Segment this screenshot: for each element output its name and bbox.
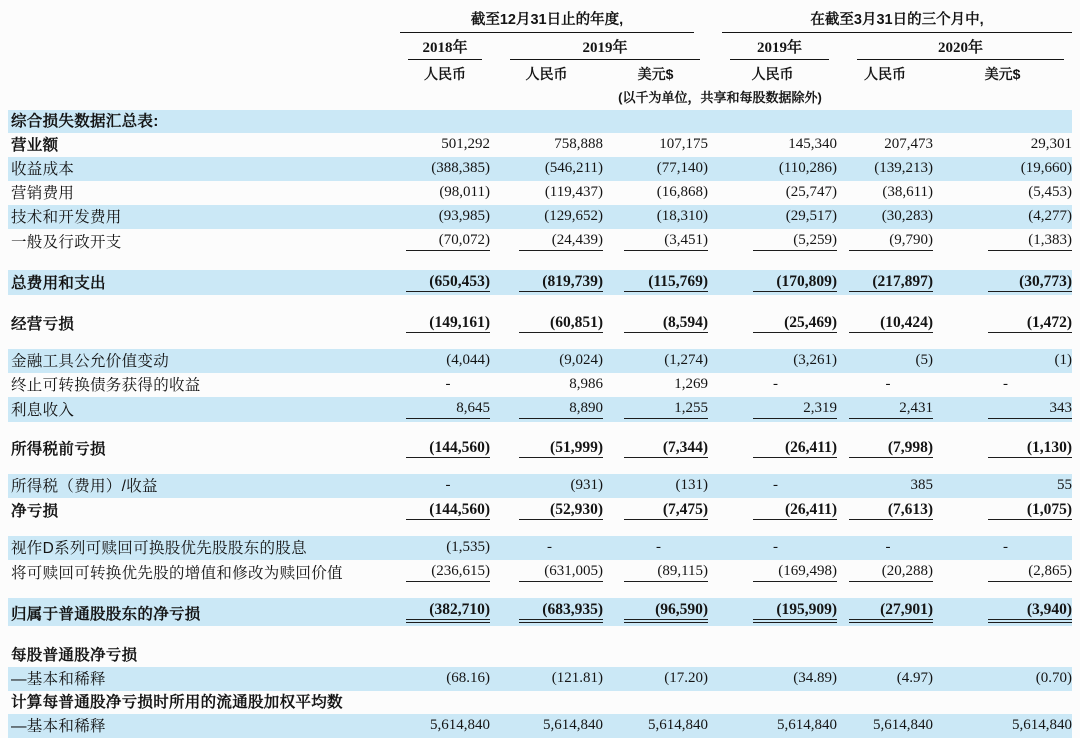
value-cell: (52,930) — [490, 498, 603, 523]
value-cell: (7,475) — [603, 498, 708, 523]
value-cell — [490, 691, 603, 714]
header-spacer — [8, 60, 400, 86]
row-label: 收益成本 — [11, 161, 75, 178]
value-cell: (19,660) — [1020, 160, 1073, 176]
section-header-row — [8, 110, 1072, 133]
value-cell: 5,614,840 — [777, 717, 838, 733]
group-title-row — [8, 6, 1072, 33]
value-cell: - — [1003, 539, 1009, 555]
row-label: —基本和稀释 — [11, 718, 106, 735]
year-2018: 2018年 — [400, 33, 490, 60]
year-row — [8, 33, 1072, 60]
value-cell: (819,739) — [490, 270, 603, 295]
value-cell: 55 — [1057, 477, 1073, 493]
table-row — [8, 133, 1072, 157]
value-cell: (1,130) — [933, 436, 1072, 461]
table-row — [8, 373, 1072, 397]
value-cell: (170,809) — [708, 270, 837, 295]
row-label: —基本和稀释 — [11, 671, 106, 688]
header-spacer — [8, 33, 400, 60]
value-cell: (631,005) — [490, 560, 603, 585]
value-cell: (3,261) — [793, 352, 838, 368]
value-cell: (1,075) — [933, 498, 1072, 523]
value-cell: (121.81) — [551, 670, 603, 686]
value-cell: (115,769) — [603, 270, 708, 295]
header-spacer — [8, 6, 400, 33]
value-cell: (30,773) — [933, 270, 1072, 295]
group-annual-title: 截至12月31日止的年度, — [400, 8, 694, 33]
value-cell: - — [885, 539, 891, 555]
value-cell: (25,469) — [708, 311, 837, 336]
row-label: 每股普通股净亏损 — [11, 647, 138, 664]
value-cell: (38,611) — [882, 184, 934, 200]
value-cell: (546,211) — [544, 160, 603, 176]
table-row — [8, 311, 1072, 336]
value-cell: 5,614,840 — [1012, 717, 1073, 733]
value-cell: (0.70) — [1035, 670, 1073, 686]
value-cell: (144,560) — [400, 436, 490, 461]
value-cell: (1,274) — [664, 352, 709, 368]
value-cell: (4,044) — [446, 352, 490, 368]
year-2020: 2020年 — [837, 33, 1072, 60]
value-cell: (5) — [915, 352, 934, 368]
value-cell: (7,613) — [837, 498, 933, 523]
value-cell: 1,255 — [603, 397, 708, 422]
value-cell: (24,439) — [490, 229, 603, 254]
value-cell: - — [445, 477, 451, 493]
value-cell: 385 — [910, 477, 934, 493]
value-cell — [708, 644, 837, 667]
value-cell — [837, 691, 933, 714]
group-annual — [400, 6, 708, 33]
value-cell — [933, 691, 1072, 714]
table-row — [8, 560, 1072, 585]
value-cell — [603, 110, 708, 133]
value-cell: - — [773, 376, 779, 392]
value-cell: (26,411) — [708, 436, 837, 461]
value-cell — [490, 644, 603, 667]
value-cell: (110,286) — [778, 160, 838, 176]
row-label: 计算每普通股净亏损时所用的流通股加权平均数 — [11, 694, 343, 711]
value-cell: - — [1003, 376, 1009, 392]
section-header-row — [8, 691, 1072, 714]
value-cell: 5,614,840 — [543, 717, 603, 733]
value-cell: (149,161) — [400, 311, 490, 336]
value-cell: (1) — [1054, 352, 1073, 368]
value-cell: (70,072) — [400, 229, 490, 254]
row-label: 所得税前亏损 — [11, 441, 106, 458]
value-cell: (217,897) — [837, 270, 933, 295]
value-cell: (20,288) — [837, 560, 933, 585]
value-cell: (17.20) — [664, 670, 709, 686]
value-cell: (388,385) — [431, 160, 490, 176]
row-label: 技术和开发费用 — [11, 209, 122, 226]
value-cell: (9,790) — [837, 229, 933, 254]
value-cell — [490, 110, 603, 133]
value-cell: (68.16) — [446, 670, 490, 686]
value-cell: (98,011) — [439, 184, 490, 200]
value-cell: 758,888 — [554, 136, 603, 152]
spacer-row — [8, 336, 1072, 349]
row-label: 所得税（费用）/收益 — [11, 478, 158, 495]
value-cell: 145,340 — [788, 136, 838, 152]
value-cell — [933, 110, 1072, 133]
value-cell — [708, 691, 837, 714]
value-cell: - — [885, 376, 891, 392]
value-cell: (131) — [675, 477, 709, 493]
spacer-row — [8, 626, 1072, 644]
value-cell: 29,301 — [1030, 136, 1073, 152]
currency-label: 人民币 — [864, 66, 907, 82]
value-cell: (931) — [570, 477, 603, 493]
value-cell: (129,652) — [544, 208, 603, 224]
value-cell: (60,851) — [490, 311, 603, 336]
group-quarter — [708, 6, 1072, 33]
table-row — [8, 714, 1072, 738]
value-cell: (3,451) — [603, 229, 708, 254]
spacer-row — [8, 422, 1072, 436]
value-cell: - — [547, 539, 552, 555]
table-row — [8, 397, 1072, 422]
value-cell: (236,615) — [400, 560, 490, 585]
value-cell: (4,277) — [1028, 208, 1073, 224]
value-cell: - — [445, 376, 451, 392]
table-row — [8, 474, 1072, 498]
section-header-row — [8, 644, 1072, 667]
year-2019-quarter: 2019年 — [708, 33, 837, 60]
table-row — [8, 229, 1072, 254]
value-cell: (7,344) — [603, 436, 708, 461]
value-cell: (51,999) — [490, 436, 603, 461]
value-cell: 8,645 — [400, 397, 490, 422]
table-header — [8, 6, 1072, 110]
currency-label: 美元$ — [637, 66, 674, 82]
value-cell — [400, 110, 490, 133]
row-label: 终止可转换债务获得的收益 — [11, 377, 201, 394]
table-row — [8, 536, 1072, 560]
value-cell: (3,940) — [933, 598, 1072, 626]
value-cell: (9,024) — [559, 352, 603, 368]
currency-label: 人民币 — [525, 66, 568, 82]
value-cell: (5,259) — [708, 229, 837, 254]
value-cell: 343 — [933, 397, 1072, 422]
table-row — [8, 349, 1072, 373]
value-cell: (25,747) — [785, 184, 838, 200]
table-body — [8, 110, 1072, 738]
value-cell: (16,868) — [656, 184, 709, 200]
value-cell: (7,998) — [837, 436, 933, 461]
value-cell: (93,985) — [438, 208, 490, 224]
table-row — [8, 498, 1072, 523]
table-row — [8, 181, 1072, 205]
value-cell: (1,383) — [933, 229, 1072, 254]
value-cell: - — [773, 477, 779, 493]
currency-row — [8, 60, 1072, 86]
value-cell: (18,310) — [656, 208, 709, 224]
value-cell — [603, 691, 708, 714]
table-row — [8, 667, 1072, 691]
units-note-row — [8, 86, 1072, 110]
spacer-row — [8, 523, 1072, 536]
value-cell: 5,614,840 — [873, 717, 934, 733]
value-cell: (119,437) — [544, 184, 603, 200]
currency-label: 美元$ — [984, 66, 1021, 82]
value-cell — [603, 644, 708, 667]
row-label: 经营亏损 — [11, 316, 75, 333]
value-cell — [933, 644, 1072, 667]
row-label: 利息收入 — [11, 402, 75, 419]
currency-label: 人民币 — [751, 66, 794, 82]
row-label: 综合损失数据汇总表: — [11, 113, 159, 130]
value-cell: (1,472) — [933, 311, 1072, 336]
value-cell — [400, 691, 490, 714]
currency-label: 人民币 — [424, 66, 466, 82]
value-cell: 5,614,840 — [430, 717, 490, 733]
value-cell: 2,431 — [837, 397, 933, 422]
row-label: 总费用和支出 — [11, 275, 106, 292]
value-cell: (2,865) — [933, 560, 1072, 585]
table-row — [8, 157, 1072, 181]
value-cell: 2,319 — [708, 397, 837, 422]
financial-summary-table — [8, 6, 1072, 738]
value-cell: (27,901) — [837, 598, 933, 626]
value-cell: (5,453) — [1028, 184, 1073, 200]
units-note: (以千为单位，共享和每股数据除外) — [618, 90, 822, 105]
spacer-row — [8, 254, 1072, 270]
group-quarter-title: 在截至3月31日的三个月中, — [722, 8, 1072, 33]
value-cell: (144,560) — [400, 498, 490, 523]
value-cell: 5,614,840 — [648, 717, 709, 733]
value-cell: (1,535) — [446, 539, 490, 555]
value-cell: (195,909) — [708, 598, 837, 626]
spacer-row — [8, 585, 1072, 598]
row-label: 营业额 — [11, 137, 59, 154]
value-cell: (650,453) — [400, 270, 490, 295]
value-cell: (89,115) — [603, 560, 708, 585]
value-cell: (382,710) — [400, 598, 490, 626]
value-cell: 107,175 — [659, 136, 709, 152]
value-cell: (10,424) — [837, 311, 933, 336]
row-label: 一般及行政开支 — [11, 234, 122, 251]
table-row — [8, 598, 1072, 626]
value-cell: (139,213) — [874, 160, 934, 176]
value-cell: 501,292 — [441, 136, 490, 152]
value-cell: - — [773, 539, 779, 555]
value-cell: (34.89) — [793, 670, 838, 686]
value-cell — [400, 644, 490, 667]
value-cell — [837, 110, 933, 133]
value-cell: 8,986 — [569, 376, 603, 392]
table-row — [8, 205, 1072, 229]
row-label: 视作D系列可赎回可换股优先股股东的股息 — [11, 540, 307, 557]
value-cell: (26,411) — [708, 498, 837, 523]
value-cell: (30,283) — [881, 208, 934, 224]
value-cell: (77,140) — [656, 160, 709, 176]
value-cell — [708, 110, 837, 133]
value-cell: (8,594) — [603, 311, 708, 336]
value-cell: (4.97) — [896, 670, 934, 686]
spacer-row — [8, 461, 1072, 474]
table-row — [8, 270, 1072, 295]
value-cell: - — [656, 539, 662, 555]
table-row — [8, 436, 1072, 461]
row-label: 将可赎回可转换优先股的增值和修改为赎回价值 — [11, 565, 343, 582]
value-cell: (683,935) — [490, 598, 603, 626]
value-cell: (96,590) — [603, 598, 708, 626]
year-2019-annual: 2019年 — [490, 33, 708, 60]
value-cell: 207,473 — [884, 136, 934, 152]
value-cell — [837, 644, 933, 667]
row-label: 营销费用 — [11, 185, 75, 202]
spacer-row — [8, 295, 1072, 311]
value-cell: 8,890 — [490, 397, 603, 422]
value-cell: (169,498) — [708, 560, 837, 585]
row-label: 金融工具公允价值变动 — [11, 353, 170, 370]
row-label: 归属于普通股股东的净亏损 — [11, 606, 201, 623]
value-cell: (29,517) — [785, 208, 838, 224]
value-cell: 1,269 — [674, 376, 709, 392]
row-label: 净亏损 — [11, 503, 59, 520]
